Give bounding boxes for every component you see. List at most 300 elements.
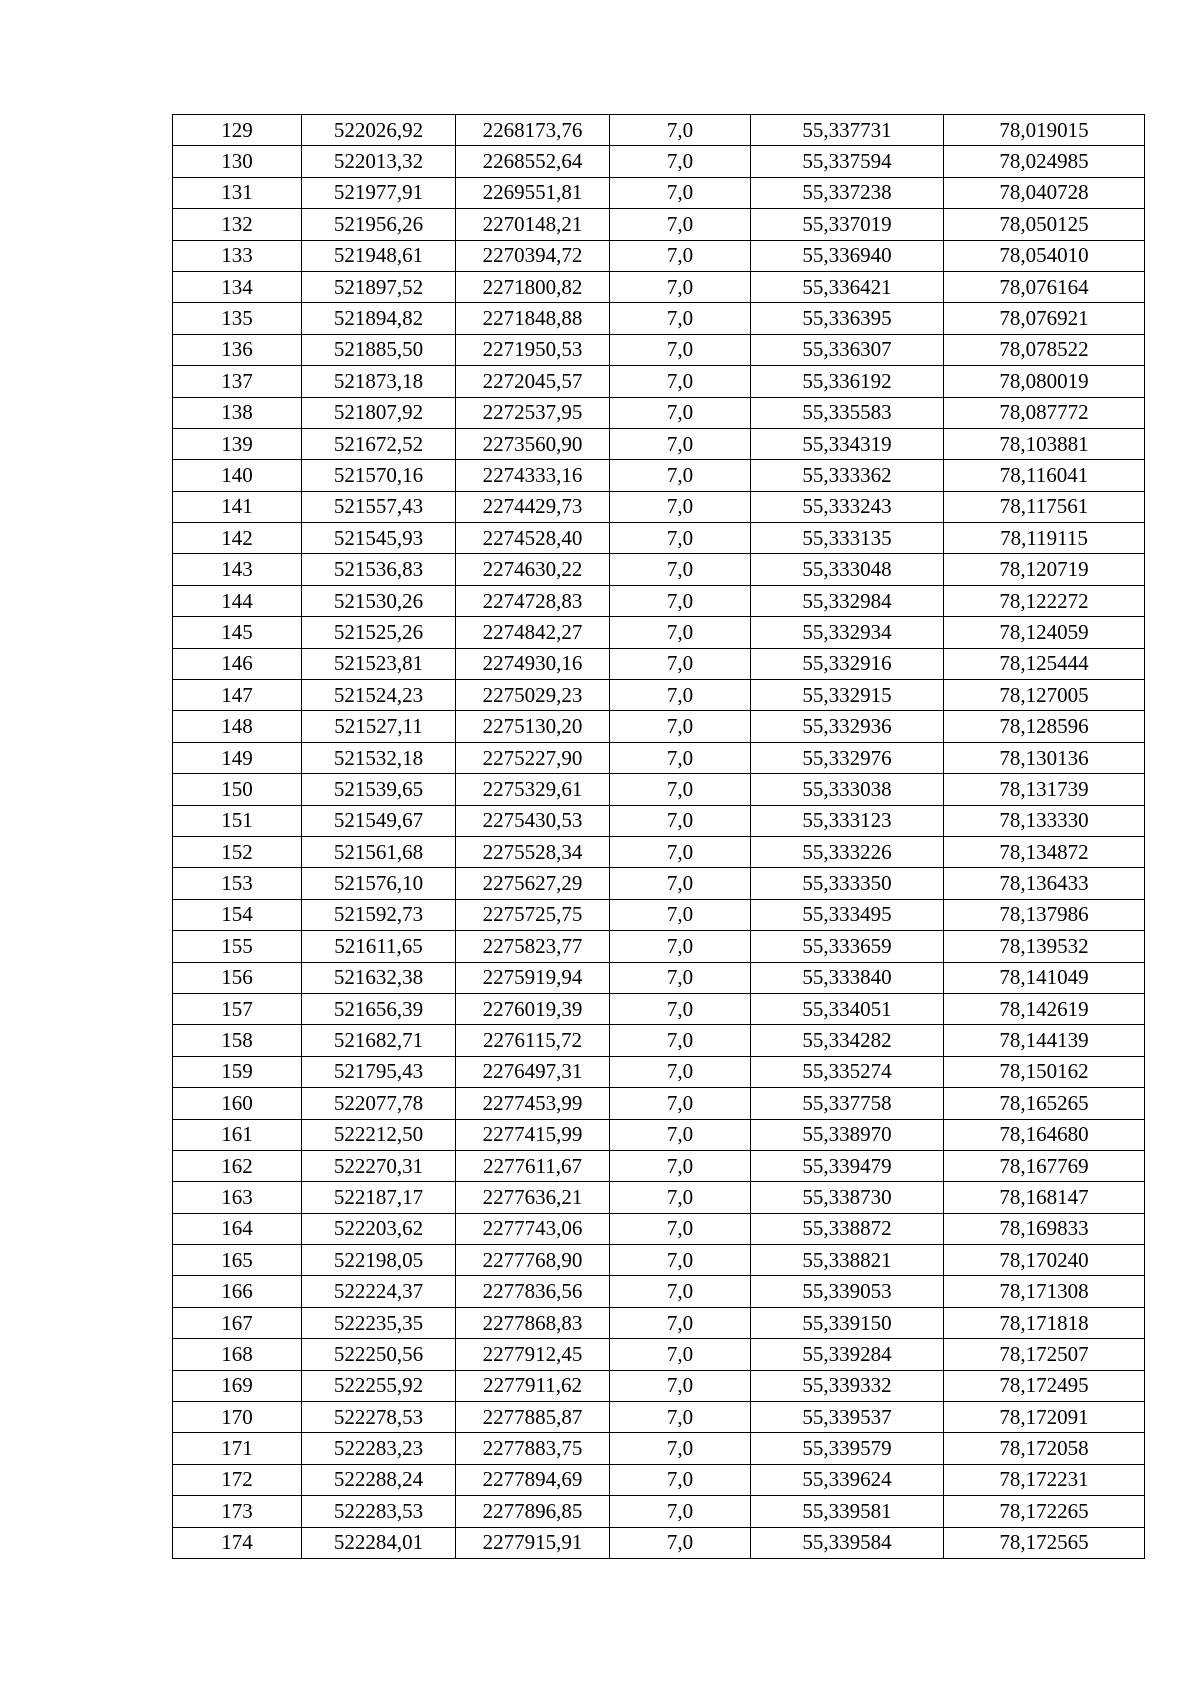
y-coordinate-cell: 2275627,29 <box>456 868 610 899</box>
y-coordinate-cell: 2270394,72 <box>456 240 610 271</box>
y-coordinate-cell: 2277415,99 <box>456 1119 610 1150</box>
table-row <box>173 1245 1145 1276</box>
latitude-cell: 55,336395 <box>751 303 944 334</box>
point-number-cell: 162 <box>173 1150 302 1181</box>
longitude-cell: 78,137986 <box>944 899 1145 930</box>
latitude-cell: 55,338970 <box>751 1119 944 1150</box>
table-row <box>173 1402 1145 1433</box>
y-coordinate-cell: 2277911,62 <box>456 1370 610 1401</box>
longitude-cell: 78,172495 <box>944 1370 1145 1401</box>
point-number-cell: 139 <box>173 428 302 459</box>
y-coordinate-cell: 2277768,90 <box>456 1245 610 1276</box>
latitude-cell: 55,339479 <box>751 1150 944 1181</box>
point-number-cell: 129 <box>173 115 302 146</box>
x-coordinate-cell: 521532,18 <box>302 742 456 773</box>
point-number-cell: 131 <box>173 177 302 208</box>
point-number-cell: 174 <box>173 1527 302 1558</box>
point-number-cell: 145 <box>173 617 302 648</box>
x-coordinate-cell: 521592,73 <box>302 899 456 930</box>
latitude-cell: 55,337758 <box>751 1088 944 1119</box>
table-row <box>173 1433 1145 1464</box>
x-coordinate-cell: 522255,92 <box>302 1370 456 1401</box>
x-coordinate-cell: 521897,52 <box>302 271 456 302</box>
latitude-cell: 55,339584 <box>751 1527 944 1558</box>
table-row <box>173 993 1145 1024</box>
latitude-cell: 55,332976 <box>751 742 944 773</box>
table-row <box>173 1464 1145 1495</box>
table-row <box>173 146 1145 177</box>
y-coordinate-cell: 2272045,57 <box>456 366 610 397</box>
latitude-cell: 55,333135 <box>751 523 944 554</box>
x-coordinate-cell: 521956,26 <box>302 209 456 240</box>
longitude-cell: 78,130136 <box>944 742 1145 773</box>
longitude-cell: 78,087772 <box>944 397 1145 428</box>
point-number-cell: 136 <box>173 334 302 365</box>
table-row <box>173 1370 1145 1401</box>
longitude-cell: 78,139532 <box>944 931 1145 962</box>
x-coordinate-cell: 521530,26 <box>302 585 456 616</box>
x-coordinate-cell: 521656,39 <box>302 993 456 1024</box>
value-cell: 7,0 <box>610 1119 751 1150</box>
point-number-cell: 137 <box>173 366 302 397</box>
longitude-cell: 78,040728 <box>944 177 1145 208</box>
point-number-cell: 147 <box>173 680 302 711</box>
latitude-cell: 55,333495 <box>751 899 944 930</box>
latitude-cell: 55,338872 <box>751 1213 944 1244</box>
point-number-cell: 151 <box>173 805 302 836</box>
y-coordinate-cell: 2277836,56 <box>456 1276 610 1307</box>
longitude-cell: 78,076921 <box>944 303 1145 334</box>
y-coordinate-cell: 2277896,85 <box>456 1496 610 1527</box>
table-row <box>173 1276 1145 1307</box>
point-number-cell: 164 <box>173 1213 302 1244</box>
y-coordinate-cell: 2277885,87 <box>456 1402 610 1433</box>
point-number-cell: 141 <box>173 491 302 522</box>
longitude-cell: 78,171308 <box>944 1276 1145 1307</box>
table-row <box>173 366 1145 397</box>
y-coordinate-cell: 2275725,75 <box>456 899 610 930</box>
latitude-cell: 55,336192 <box>751 366 944 397</box>
point-number-cell: 157 <box>173 993 302 1024</box>
longitude-cell: 78,080019 <box>944 366 1145 397</box>
table-row <box>173 1307 1145 1338</box>
value-cell: 7,0 <box>610 177 751 208</box>
y-coordinate-cell: 2274630,22 <box>456 554 610 585</box>
y-coordinate-cell: 2277453,99 <box>456 1088 610 1119</box>
point-number-cell: 149 <box>173 742 302 773</box>
longitude-cell: 78,076164 <box>944 271 1145 302</box>
table-row <box>173 1527 1145 1558</box>
value-cell: 7,0 <box>610 1339 751 1370</box>
x-coordinate-cell: 522077,78 <box>302 1088 456 1119</box>
y-coordinate-cell: 2275823,77 <box>456 931 610 962</box>
latitude-cell: 55,333048 <box>751 554 944 585</box>
y-coordinate-cell: 2272537,95 <box>456 397 610 428</box>
latitude-cell: 55,338821 <box>751 1245 944 1276</box>
y-coordinate-cell: 2277912,45 <box>456 1339 610 1370</box>
longitude-cell: 78,116041 <box>944 460 1145 491</box>
latitude-cell: 55,336940 <box>751 240 944 271</box>
point-number-cell: 138 <box>173 397 302 428</box>
point-number-cell: 163 <box>173 1182 302 1213</box>
point-number-cell: 134 <box>173 271 302 302</box>
y-coordinate-cell: 2271950,53 <box>456 334 610 365</box>
table-row <box>173 1119 1145 1150</box>
point-number-cell: 168 <box>173 1339 302 1370</box>
latitude-cell: 55,332916 <box>751 648 944 679</box>
y-coordinate-cell: 2276019,39 <box>456 993 610 1024</box>
x-coordinate-cell: 521894,82 <box>302 303 456 334</box>
y-coordinate-cell: 2277868,83 <box>456 1307 610 1338</box>
value-cell: 7,0 <box>610 428 751 459</box>
table-row <box>173 1339 1145 1370</box>
latitude-cell: 55,333226 <box>751 836 944 867</box>
value-cell: 7,0 <box>610 523 751 554</box>
latitude-cell: 55,339332 <box>751 1370 944 1401</box>
latitude-cell: 55,333362 <box>751 460 944 491</box>
latitude-cell: 55,332915 <box>751 680 944 711</box>
x-coordinate-cell: 522270,31 <box>302 1150 456 1181</box>
x-coordinate-cell: 522013,32 <box>302 146 456 177</box>
longitude-cell: 78,133330 <box>944 805 1145 836</box>
point-number-cell: 169 <box>173 1370 302 1401</box>
point-number-cell: 148 <box>173 711 302 742</box>
point-number-cell: 160 <box>173 1088 302 1119</box>
table-row <box>173 1088 1145 1119</box>
x-coordinate-cell: 522278,53 <box>302 1402 456 1433</box>
x-coordinate-cell: 521611,65 <box>302 931 456 962</box>
table-row <box>173 240 1145 271</box>
point-number-cell: 155 <box>173 931 302 962</box>
latitude-cell: 55,339581 <box>751 1496 944 1527</box>
value-cell: 7,0 <box>610 1464 751 1495</box>
point-number-cell: 156 <box>173 962 302 993</box>
longitude-cell: 78,169833 <box>944 1213 1145 1244</box>
table-row <box>173 115 1145 146</box>
point-number-cell: 153 <box>173 868 302 899</box>
longitude-cell: 78,128596 <box>944 711 1145 742</box>
point-number-cell: 142 <box>173 523 302 554</box>
point-number-cell: 167 <box>173 1307 302 1338</box>
x-coordinate-cell: 522284,01 <box>302 1527 456 1558</box>
value-cell: 7,0 <box>610 146 751 177</box>
longitude-cell: 78,078522 <box>944 334 1145 365</box>
longitude-cell: 78,172265 <box>944 1496 1145 1527</box>
longitude-cell: 78,150162 <box>944 1056 1145 1087</box>
point-number-cell: 146 <box>173 648 302 679</box>
point-number-cell: 166 <box>173 1276 302 1307</box>
point-number-cell: 130 <box>173 146 302 177</box>
value-cell: 7,0 <box>610 397 751 428</box>
x-coordinate-cell: 521525,26 <box>302 617 456 648</box>
latitude-cell: 55,337731 <box>751 115 944 146</box>
longitude-cell: 78,165265 <box>944 1088 1145 1119</box>
latitude-cell: 55,339579 <box>751 1433 944 1464</box>
value-cell: 7,0 <box>610 460 751 491</box>
point-number-cell: 150 <box>173 774 302 805</box>
y-coordinate-cell: 2274930,16 <box>456 648 610 679</box>
value-cell: 7,0 <box>610 115 751 146</box>
x-coordinate-cell: 521682,71 <box>302 1025 456 1056</box>
x-coordinate-cell: 522212,50 <box>302 1119 456 1150</box>
x-coordinate-cell: 521557,43 <box>302 491 456 522</box>
longitude-cell: 78,054010 <box>944 240 1145 271</box>
value-cell: 7,0 <box>610 962 751 993</box>
x-coordinate-cell: 521527,11 <box>302 711 456 742</box>
longitude-cell: 78,172507 <box>944 1339 1145 1370</box>
y-coordinate-cell: 2273560,90 <box>456 428 610 459</box>
value-cell: 7,0 <box>610 993 751 1024</box>
value-cell: 7,0 <box>610 899 751 930</box>
x-coordinate-cell: 521539,65 <box>302 774 456 805</box>
x-coordinate-cell: 521576,10 <box>302 868 456 899</box>
table-row <box>173 1182 1145 1213</box>
x-coordinate-cell: 521570,16 <box>302 460 456 491</box>
latitude-cell: 55,334051 <box>751 993 944 1024</box>
x-coordinate-cell: 521885,50 <box>302 334 456 365</box>
y-coordinate-cell: 2269551,81 <box>456 177 610 208</box>
x-coordinate-cell: 521948,61 <box>302 240 456 271</box>
table-row <box>173 428 1145 459</box>
y-coordinate-cell: 2277883,75 <box>456 1433 610 1464</box>
value-cell: 7,0 <box>610 1150 751 1181</box>
longitude-cell: 78,168147 <box>944 1182 1145 1213</box>
point-number-cell: 143 <box>173 554 302 585</box>
coordinates-table <box>172 114 1145 1559</box>
point-number-cell: 172 <box>173 1464 302 1495</box>
point-number-cell: 152 <box>173 836 302 867</box>
y-coordinate-cell: 2276497,31 <box>456 1056 610 1087</box>
longitude-cell: 78,131739 <box>944 774 1145 805</box>
y-coordinate-cell: 2275227,90 <box>456 742 610 773</box>
value-cell: 7,0 <box>610 303 751 334</box>
value-cell: 7,0 <box>610 1307 751 1338</box>
value-cell: 7,0 <box>610 711 751 742</box>
value-cell: 7,0 <box>610 1182 751 1213</box>
table-row <box>173 491 1145 522</box>
table-row <box>173 931 1145 962</box>
table-row <box>173 1496 1145 1527</box>
longitude-cell: 78,170240 <box>944 1245 1145 1276</box>
table-row <box>173 303 1145 334</box>
x-coordinate-cell: 521795,43 <box>302 1056 456 1087</box>
x-coordinate-cell: 522288,24 <box>302 1464 456 1495</box>
y-coordinate-cell: 2268173,76 <box>456 115 610 146</box>
longitude-cell: 78,172058 <box>944 1433 1145 1464</box>
x-coordinate-cell: 522283,23 <box>302 1433 456 1464</box>
x-coordinate-cell: 521977,91 <box>302 177 456 208</box>
longitude-cell: 78,172565 <box>944 1527 1145 1558</box>
latitude-cell: 55,339624 <box>751 1464 944 1495</box>
table-row <box>173 209 1145 240</box>
longitude-cell: 78,127005 <box>944 680 1145 711</box>
point-number-cell: 159 <box>173 1056 302 1087</box>
table-row <box>173 554 1145 585</box>
value-cell: 7,0 <box>610 648 751 679</box>
y-coordinate-cell: 2274333,16 <box>456 460 610 491</box>
longitude-cell: 78,024985 <box>944 146 1145 177</box>
longitude-cell: 78,172231 <box>944 1464 1145 1495</box>
x-coordinate-cell: 522283,53 <box>302 1496 456 1527</box>
longitude-cell: 78,019015 <box>944 115 1145 146</box>
latitude-cell: 55,334319 <box>751 428 944 459</box>
point-number-cell: 161 <box>173 1119 302 1150</box>
point-number-cell: 135 <box>173 303 302 334</box>
longitude-cell: 78,103881 <box>944 428 1145 459</box>
y-coordinate-cell: 2274842,27 <box>456 617 610 648</box>
value-cell: 7,0 <box>610 1527 751 1558</box>
longitude-cell: 78,122272 <box>944 585 1145 616</box>
value-cell: 7,0 <box>610 1025 751 1056</box>
longitude-cell: 78,142619 <box>944 993 1145 1024</box>
longitude-cell: 78,134872 <box>944 836 1145 867</box>
value-cell: 7,0 <box>610 1370 751 1401</box>
y-coordinate-cell: 2271800,82 <box>456 271 610 302</box>
latitude-cell: 55,339150 <box>751 1307 944 1338</box>
value-cell: 7,0 <box>610 240 751 271</box>
y-coordinate-cell: 2270148,21 <box>456 209 610 240</box>
longitude-cell: 78,164680 <box>944 1119 1145 1150</box>
point-number-cell: 173 <box>173 1496 302 1527</box>
y-coordinate-cell: 2277636,21 <box>456 1182 610 1213</box>
latitude-cell: 55,333123 <box>751 805 944 836</box>
latitude-cell: 55,339537 <box>751 1402 944 1433</box>
y-coordinate-cell: 2271848,88 <box>456 303 610 334</box>
table-row <box>173 899 1145 930</box>
latitude-cell: 55,336307 <box>751 334 944 365</box>
value-cell: 7,0 <box>610 1402 751 1433</box>
y-coordinate-cell: 2275528,34 <box>456 836 610 867</box>
longitude-cell: 78,119115 <box>944 523 1145 554</box>
longitude-cell: 78,141049 <box>944 962 1145 993</box>
table-row <box>173 334 1145 365</box>
latitude-cell: 55,336421 <box>751 271 944 302</box>
value-cell: 7,0 <box>610 491 751 522</box>
table-row <box>173 648 1145 679</box>
latitude-cell: 55,337019 <box>751 209 944 240</box>
longitude-cell: 78,171818 <box>944 1307 1145 1338</box>
point-number-cell: 144 <box>173 585 302 616</box>
x-coordinate-cell: 522203,62 <box>302 1213 456 1244</box>
y-coordinate-cell: 2277743,06 <box>456 1213 610 1244</box>
table-row <box>173 617 1145 648</box>
value-cell: 7,0 <box>610 805 751 836</box>
x-coordinate-cell: 521672,52 <box>302 428 456 459</box>
latitude-cell: 55,335583 <box>751 397 944 428</box>
latitude-cell: 55,333038 <box>751 774 944 805</box>
value-cell: 7,0 <box>610 1276 751 1307</box>
latitude-cell: 55,332934 <box>751 617 944 648</box>
value-cell: 7,0 <box>610 931 751 962</box>
point-number-cell: 154 <box>173 899 302 930</box>
latitude-cell: 55,333659 <box>751 931 944 962</box>
latitude-cell: 55,338730 <box>751 1182 944 1213</box>
longitude-cell: 78,117561 <box>944 491 1145 522</box>
value-cell: 7,0 <box>610 680 751 711</box>
point-number-cell: 170 <box>173 1402 302 1433</box>
x-coordinate-cell: 522224,37 <box>302 1276 456 1307</box>
point-number-cell: 132 <box>173 209 302 240</box>
value-cell: 7,0 <box>610 1433 751 1464</box>
latitude-cell: 55,337238 <box>751 177 944 208</box>
x-coordinate-cell: 522235,35 <box>302 1307 456 1338</box>
x-coordinate-cell: 521549,67 <box>302 805 456 836</box>
longitude-cell: 78,120719 <box>944 554 1145 585</box>
latitude-cell: 55,339284 <box>751 1339 944 1370</box>
longitude-cell: 78,144139 <box>944 1025 1145 1056</box>
table-row <box>173 523 1145 554</box>
x-coordinate-cell: 521807,92 <box>302 397 456 428</box>
y-coordinate-cell: 2268552,64 <box>456 146 610 177</box>
latitude-cell: 55,332984 <box>751 585 944 616</box>
table-row <box>173 1213 1145 1244</box>
value-cell: 7,0 <box>610 742 751 773</box>
x-coordinate-cell: 521545,93 <box>302 523 456 554</box>
x-coordinate-cell: 521632,38 <box>302 962 456 993</box>
x-coordinate-cell: 522198,05 <box>302 1245 456 1276</box>
point-number-cell: 158 <box>173 1025 302 1056</box>
table-row <box>173 177 1145 208</box>
table-row <box>173 805 1145 836</box>
value-cell: 7,0 <box>610 617 751 648</box>
latitude-cell: 55,333350 <box>751 868 944 899</box>
y-coordinate-cell: 2277611,67 <box>456 1150 610 1181</box>
latitude-cell: 55,339053 <box>751 1276 944 1307</box>
point-number-cell: 133 <box>173 240 302 271</box>
longitude-cell: 78,167769 <box>944 1150 1145 1181</box>
value-cell: 7,0 <box>610 585 751 616</box>
table-row <box>173 774 1145 805</box>
y-coordinate-cell: 2277915,91 <box>456 1527 610 1558</box>
y-coordinate-cell: 2274429,73 <box>456 491 610 522</box>
y-coordinate-cell: 2277894,69 <box>456 1464 610 1495</box>
latitude-cell: 55,333243 <box>751 491 944 522</box>
y-coordinate-cell: 2274528,40 <box>456 523 610 554</box>
value-cell: 7,0 <box>610 366 751 397</box>
value-cell: 7,0 <box>610 1088 751 1119</box>
table-row <box>173 585 1145 616</box>
latitude-cell: 55,337594 <box>751 146 944 177</box>
value-cell: 7,0 <box>610 271 751 302</box>
table-row <box>173 868 1145 899</box>
y-coordinate-cell: 2276115,72 <box>456 1025 610 1056</box>
table-row <box>173 271 1145 302</box>
latitude-cell: 55,335274 <box>751 1056 944 1087</box>
value-cell: 7,0 <box>610 836 751 867</box>
latitude-cell: 55,333840 <box>751 962 944 993</box>
longitude-cell: 78,124059 <box>944 617 1145 648</box>
table-row <box>173 836 1145 867</box>
value-cell: 7,0 <box>610 868 751 899</box>
x-coordinate-cell: 521523,81 <box>302 648 456 679</box>
value-cell: 7,0 <box>610 1496 751 1527</box>
table-row <box>173 1025 1145 1056</box>
longitude-cell: 78,136433 <box>944 868 1145 899</box>
point-number-cell: 140 <box>173 460 302 491</box>
value-cell: 7,0 <box>610 774 751 805</box>
table-row <box>173 460 1145 491</box>
longitude-cell: 78,125444 <box>944 648 1145 679</box>
x-coordinate-cell: 522026,92 <box>302 115 456 146</box>
y-coordinate-cell: 2275430,53 <box>456 805 610 836</box>
table-row <box>173 680 1145 711</box>
longitude-cell: 78,172091 <box>944 1402 1145 1433</box>
table-row <box>173 397 1145 428</box>
y-coordinate-cell: 2275329,61 <box>456 774 610 805</box>
table-body <box>173 115 1145 1559</box>
x-coordinate-cell: 522187,17 <box>302 1182 456 1213</box>
x-coordinate-cell: 521873,18 <box>302 366 456 397</box>
